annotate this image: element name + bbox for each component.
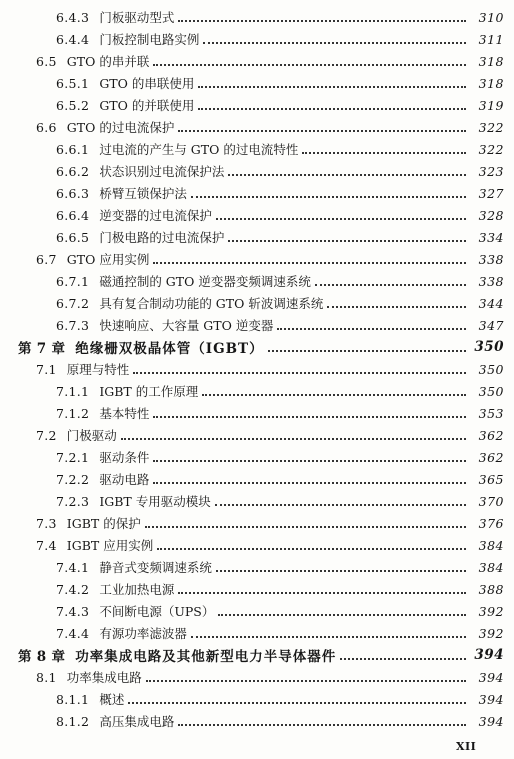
toc-entry-page: 365 xyxy=(478,471,504,487)
dot-leader xyxy=(228,173,466,176)
toc-entry-number: 6.7 xyxy=(36,251,57,267)
dot-leader xyxy=(198,107,466,110)
toc-entry-title: 高压集成电路 xyxy=(99,714,175,729)
toc-entry-page: 350 xyxy=(478,361,504,377)
toc-entry-number: 8.1 xyxy=(36,669,57,685)
toc-entry-title: 基本特性 xyxy=(99,406,150,421)
toc-subsection-entry[interactable] xyxy=(0,226,514,248)
dot-leader xyxy=(121,437,466,440)
toc-entry-title: IGBT 的保护 xyxy=(66,516,141,531)
dot-leader xyxy=(340,657,466,660)
toc-entry-page: 392 xyxy=(478,603,504,619)
dot-leader xyxy=(133,371,466,374)
toc-entry-title: 不间断电源（UPS） xyxy=(99,604,215,619)
dot-leader xyxy=(178,591,466,594)
toc-entry-page: 322 xyxy=(478,119,504,135)
toc-entry-number: 6.5.1 xyxy=(56,75,90,91)
toc-entry-number: 7.4.2 xyxy=(56,581,90,597)
toc-subsection-entry[interactable] xyxy=(0,314,514,336)
toc-entry-number: 第 7 章 xyxy=(18,341,66,357)
toc-entry-page: 362 xyxy=(478,449,504,465)
toc-subsection-entry[interactable] xyxy=(0,72,514,94)
toc-entry-title: 过电流的产生与 GTO 的过电流特性 xyxy=(99,142,299,157)
toc-subsection-entry[interactable] xyxy=(0,468,514,490)
dot-leader xyxy=(157,547,466,550)
toc-entry-page: 334 xyxy=(478,229,504,245)
toc-entry-number: 6.6.3 xyxy=(56,185,90,201)
toc-entry-page: 370 xyxy=(478,493,504,509)
toc-section-entry[interactable] xyxy=(0,512,514,534)
toc-section-entry[interactable] xyxy=(0,248,514,270)
toc-chapter-entry[interactable] xyxy=(0,644,514,666)
toc-entry-title: GTO 的过电流保护 xyxy=(66,120,175,135)
dot-leader xyxy=(146,679,466,682)
toc-entry-number: 6.6.5 xyxy=(56,229,90,245)
dot-leader xyxy=(178,19,466,22)
dot-leader xyxy=(178,129,466,132)
dot-leader xyxy=(268,349,466,352)
toc-subsection-entry[interactable] xyxy=(0,28,514,50)
toc-entry-number: 6.7.3 xyxy=(56,317,90,333)
toc-entry-number: 6.7.1 xyxy=(56,273,90,289)
toc-entry-number: 6.6.2 xyxy=(56,163,90,179)
toc-entry-title: 工业加热电源 xyxy=(99,582,175,597)
toc-subsection-entry[interactable] xyxy=(0,578,514,600)
toc-entry-page: 318 xyxy=(478,75,504,91)
toc-subsection-entry[interactable] xyxy=(0,204,514,226)
toc-entry-page: 394 xyxy=(478,713,504,729)
toc-section-entry[interactable] xyxy=(0,534,514,556)
dot-leader xyxy=(145,525,466,528)
toc-subsection-entry[interactable] xyxy=(0,402,514,424)
toc-entry-number: 7.2.2 xyxy=(56,471,90,487)
toc-entry-title: GTO 的串并联 xyxy=(66,54,150,69)
toc-entry-number: 7.3 xyxy=(36,515,57,531)
toc-entry-number: 7.4.3 xyxy=(56,603,90,619)
toc-subsection-entry[interactable] xyxy=(0,688,514,710)
toc-entry-page: 319 xyxy=(478,97,504,113)
toc-entry-page: 394 xyxy=(478,669,504,685)
dot-leader xyxy=(153,481,466,484)
toc-entry-title: 功率集成电路及其他新型电力半导体器件 xyxy=(75,649,337,665)
toc-entry-number: 7.2.3 xyxy=(56,493,90,509)
toc-entry-number: 7.4.1 xyxy=(56,559,90,575)
toc-entry-number: 6.6.1 xyxy=(56,141,90,157)
dot-leader xyxy=(218,613,466,616)
toc-entry-page: 392 xyxy=(478,625,504,641)
toc-entry-number: 7.2.1 xyxy=(56,449,90,465)
dot-leader xyxy=(191,195,466,198)
toc-entry-page: 338 xyxy=(478,273,504,289)
dot-leader xyxy=(153,415,466,418)
toc-entry-page: 322 xyxy=(478,141,504,157)
toc-entry-page: 310 xyxy=(478,9,504,25)
toc-entry-number: 7.2 xyxy=(36,427,57,443)
toc-entry-title: 功率集成电路 xyxy=(66,670,142,685)
toc-entry-title: IGBT 专用驱动模块 xyxy=(99,494,211,509)
toc-entry-title: 门极电路的过电流保护 xyxy=(99,230,225,245)
dot-leader xyxy=(215,503,466,506)
toc-entry-title: 静音式变频调速系统 xyxy=(99,560,212,575)
dot-leader xyxy=(302,151,466,154)
toc-section-entry[interactable] xyxy=(0,424,514,446)
toc-entry-number: 8.1.2 xyxy=(56,713,90,729)
dot-leader xyxy=(277,327,466,330)
toc-entry-number: 6.6.4 xyxy=(56,207,90,223)
toc-subsection-entry[interactable] xyxy=(0,446,514,468)
toc-entry-page: 394 xyxy=(478,691,504,707)
dot-leader xyxy=(202,393,466,396)
dot-leader xyxy=(216,569,466,572)
toc-subsection-entry[interactable] xyxy=(0,622,514,644)
toc-entry-number: 7.1.2 xyxy=(56,405,90,421)
toc-entry-number: 7.4 xyxy=(36,537,57,553)
toc-entry-page: 362 xyxy=(478,427,504,443)
toc-entry-title: 门板控制电路实例 xyxy=(99,32,200,47)
toc-entry-number: 8.1.1 xyxy=(56,691,90,707)
toc-entry-title: 驱动电路 xyxy=(99,472,150,487)
toc-entry-page: 376 xyxy=(478,515,504,531)
toc-section-entry[interactable] xyxy=(0,358,514,380)
toc-entry-title: 磁通控制的 GTO 逆变器变频调速系统 xyxy=(99,274,311,289)
toc-entry-title: 门板驱动型式 xyxy=(99,10,175,25)
toc-subsection-entry[interactable] xyxy=(0,556,514,578)
toc-entry-number: 6.7.2 xyxy=(56,295,90,311)
toc-entry-number: 6.4.3 xyxy=(56,9,90,25)
toc-entry-page: 327 xyxy=(478,185,504,201)
toc-entry-number: 7.1.1 xyxy=(56,383,90,399)
toc-entry-title: GTO 的并联使用 xyxy=(99,98,195,113)
dot-leader xyxy=(178,723,466,726)
toc-section-entry[interactable] xyxy=(0,116,514,138)
toc-entry-page: 347 xyxy=(478,317,504,333)
toc-entry-number: 6.6 xyxy=(36,119,57,135)
toc-entry-number: 6.4.4 xyxy=(56,31,90,47)
toc-entry-title: 有源功率滤波器 xyxy=(99,626,187,641)
toc-chapter-entry[interactable] xyxy=(0,336,514,358)
toc-subsection-entry[interactable] xyxy=(0,94,514,116)
dot-leader xyxy=(327,305,466,308)
toc-entry-page: 344 xyxy=(478,295,504,311)
toc-entry-title: 绝缘栅双极晶体管（IGBT） xyxy=(75,341,264,357)
toc-entry-title: 快速响应、大容量 GTO 逆变器 xyxy=(99,318,274,333)
toc-entry-page: 384 xyxy=(478,537,504,553)
toc-section-entry[interactable] xyxy=(0,50,514,72)
toc-entry-page: 384 xyxy=(478,559,504,575)
dot-leader xyxy=(191,635,466,638)
toc-subsection-entry[interactable] xyxy=(0,710,514,732)
toc-entry-title: 驱动条件 xyxy=(99,450,150,465)
dot-leader xyxy=(203,41,466,44)
toc-subsection-entry[interactable] xyxy=(0,600,514,622)
dot-leader xyxy=(128,701,466,704)
toc-entry-title: GTO 应用实例 xyxy=(66,252,150,267)
toc-entry-page: 328 xyxy=(478,207,504,223)
toc-entry-number: 7.1 xyxy=(36,361,57,377)
toc-subsection-entry[interactable] xyxy=(0,270,514,292)
toc-entry-page: 338 xyxy=(478,251,504,267)
toc-entry-number: 6.5 xyxy=(36,53,57,69)
toc-entry-page: 353 xyxy=(478,405,504,421)
page-number: XII xyxy=(456,740,477,753)
toc-entry-title: GTO 的串联使用 xyxy=(99,76,195,91)
toc-subsection-entry[interactable] xyxy=(0,182,514,204)
toc-entry-title: 状态识别过电流保护法 xyxy=(99,164,225,179)
toc-entry-number: 第 8 章 xyxy=(18,649,66,665)
toc-entry-number: 7.4.4 xyxy=(56,625,90,641)
toc-entry-title: IGBT 的工作原理 xyxy=(99,384,199,399)
toc-subsection-entry[interactable] xyxy=(0,6,514,28)
toc-entry-page: 350 xyxy=(474,339,504,355)
dot-leader xyxy=(228,239,466,242)
toc-entry-title: 门极驱动 xyxy=(66,428,117,443)
toc-entry-number: 6.5.2 xyxy=(56,97,90,113)
toc-entry-title: 具有复合制动功能的 GTO 斩波调速系统 xyxy=(99,296,324,311)
dot-leader xyxy=(153,459,466,462)
toc-entry-page: 394 xyxy=(474,647,504,663)
toc-section-entry[interactable] xyxy=(0,666,514,688)
dot-leader xyxy=(216,217,466,220)
toc-entry-title: 桥臂互锁保护法 xyxy=(99,186,187,201)
dot-leader xyxy=(198,85,466,88)
toc-subsection-entry[interactable] xyxy=(0,292,514,314)
toc-entry-title: 原理与特性 xyxy=(66,362,130,377)
toc-subsection-entry[interactable] xyxy=(0,160,514,182)
toc-entry-page: 350 xyxy=(478,383,504,399)
toc-subsection-entry[interactable] xyxy=(0,138,514,160)
dot-leader xyxy=(153,261,466,264)
toc-entry-page: 388 xyxy=(478,581,504,597)
dot-leader xyxy=(153,63,466,66)
dot-leader xyxy=(315,283,466,286)
toc-entry-page: 323 xyxy=(478,163,504,179)
toc-subsection-entry[interactable] xyxy=(0,380,514,402)
toc-subsection-entry[interactable] xyxy=(0,490,514,512)
toc-entry-title: IGBT 应用实例 xyxy=(66,538,154,553)
toc-entry-title: 概述 xyxy=(99,692,125,707)
toc-entry-page: 318 xyxy=(478,53,504,69)
toc-entry-page: 311 xyxy=(478,31,504,47)
toc-entry-title: 逆变器的过电流保护 xyxy=(99,208,212,223)
